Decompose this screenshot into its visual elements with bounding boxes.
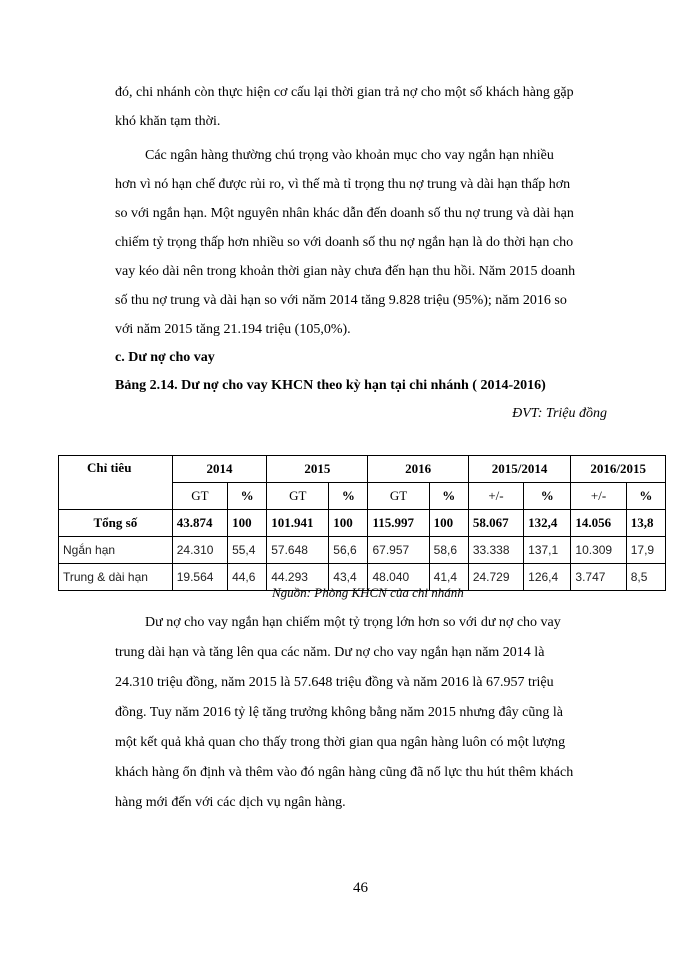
table-cell: 100: [329, 510, 368, 537]
section-heading: c. Dư nợ cho vay: [115, 350, 215, 365]
row-label: Ngắn hạn: [59, 537, 173, 564]
table-cell: 100: [429, 510, 468, 537]
table-cell: 58,6: [429, 537, 468, 564]
paragraph-line: khách hàng ổn định và thêm vào đó ngân hàng cũng đã nổ lực thu hút thêm khách: [115, 765, 574, 780]
table-cell: 132,4: [524, 510, 571, 537]
table-cell: 126,4: [524, 564, 571, 591]
table-cell: 101.941: [267, 510, 329, 537]
table-cell: 58.067: [468, 510, 523, 537]
page-number: 46: [353, 880, 368, 896]
paragraph-line: trung dài hạn và tăng lên qua các năm. Dư nợ cho vay ngắn hạn năm 2014 là: [115, 645, 545, 660]
table-cell: 48.040: [368, 564, 429, 591]
paragraph-line: số thu nợ trung và dài hạn so với năm 2014 tăng 9.828 triệu (95%); năm 2016 so: [115, 293, 567, 308]
table-cell: 44.293: [267, 564, 329, 591]
row-label: Tổng số: [59, 510, 173, 537]
paragraph-line: đồng. Tuy năm 2016 tỷ lệ tăng trưởng không bằng năm 2015 nhưng đây cũng là: [115, 705, 563, 720]
table-cell: 56,6: [329, 537, 368, 564]
table-cell: 43,4: [329, 564, 368, 591]
paragraph-line: so với ngắn hạn. Một nguyên nhân khác dẫn đến doanh số thu nợ trung và dài hạn: [115, 206, 574, 221]
subheader-cell: %: [329, 483, 368, 510]
table-cell: 57.648: [267, 537, 329, 564]
table-cell: 10.309: [571, 537, 626, 564]
table-header-row: [59, 456, 666, 483]
header-year: 2015: [267, 456, 368, 483]
subheader-cell: GT: [267, 483, 329, 510]
header-compare: 2015/2014: [468, 456, 571, 483]
paragraph-line: khó khăn tạm thời.: [115, 114, 221, 129]
table-cell: 8,5: [626, 564, 665, 591]
subheader-cell: %: [429, 483, 468, 510]
header-indicator: Chỉ tiêu: [59, 456, 173, 510]
subheader-cell: +/-: [571, 483, 626, 510]
paragraph-line: một kết quả khả quan cho thấy trong thời gian qua ngân hàng luôn có một lượng: [115, 735, 566, 750]
table-cell: 3.747: [571, 564, 626, 591]
paragraph-line: chiếm tỷ trọng thấp hơn nhiều so với doanh số thu nợ ngắn hạn là do thời hạn cho: [115, 235, 574, 250]
paragraph-line: đó, chi nhánh còn thực hiện cơ cấu lại thời gian trả nợ cho một số khách hàng gặp: [115, 85, 574, 100]
paragraph-line: 24.310 triệu đồng, năm 2015 là 57.648 triệu đồng và năm 2016 là 67.957 triệu: [115, 675, 554, 690]
table-cell: 115.997: [368, 510, 429, 537]
paragraph-line: với năm 2015 tăng 21.194 triệu (105,0%).: [115, 322, 351, 337]
unit-note: ĐVT: Triệu đồng: [512, 406, 607, 421]
source-note: Nguồn: Phòng KHCN của chi nhánh: [272, 585, 464, 600]
paragraph-line: vay kéo dài nên trong khoản thời gian này chưa đến hạn thu hồi. Năm 2015 doanh: [115, 264, 576, 279]
subheader-cell: %: [524, 483, 571, 510]
table-cell: 17,9: [626, 537, 665, 564]
paragraph-line: Các ngân hàng thường chú trọng vào khoản mục cho vay ngắn hạn nhiều: [145, 148, 554, 163]
subheader-cell: %: [626, 483, 665, 510]
table-cell: 137,1: [524, 537, 571, 564]
subheader-cell: +/-: [468, 483, 523, 510]
table-cell: 43.874: [172, 510, 227, 537]
subheader-cell: GT: [172, 483, 227, 510]
table-cell: 24.729: [468, 564, 523, 591]
header-year: 2016: [368, 456, 468, 483]
table-row: [59, 537, 666, 564]
table-cell: 55,4: [228, 537, 267, 564]
subheader-cell: %: [228, 483, 267, 510]
table-row: [59, 510, 666, 537]
table-cell: 14.056: [571, 510, 626, 537]
loan-balance-table: [58, 455, 666, 591]
subheader-cell: GT: [368, 483, 429, 510]
table-cell: 13,8: [626, 510, 665, 537]
table-cell: 100: [228, 510, 267, 537]
paragraph-line: Dư nợ cho vay ngắn hạn chiếm một tỷ trọng lớn hơn so với dư nợ cho vay: [145, 615, 561, 630]
paragraph-line: hàng mới đến với các dịch vụ ngân hàng.: [115, 795, 346, 810]
row-label: Trung & dài hạn: [59, 564, 173, 591]
paragraph-line: hơn vì nó hạn chế được rủi ro, vì thế mà tỉ trọng thu nợ trung và dài hạn thấp hơn: [115, 177, 571, 192]
table-cell: 24.310: [172, 537, 227, 564]
table-cell: 19.564: [172, 564, 227, 591]
table-cell: 33.338: [468, 537, 523, 564]
table-caption: Bảng 2.14. Dư nợ cho vay KHCN theo kỳ hạn tại chi nhánh ( 2014-2016): [115, 378, 546, 393]
table-cell: 44,6: [228, 564, 267, 591]
table-cell: 67.957: [368, 537, 429, 564]
header-year: 2014: [172, 456, 267, 483]
header-compare: 2016/2015: [571, 456, 666, 483]
table-cell: 41,4: [429, 564, 468, 591]
